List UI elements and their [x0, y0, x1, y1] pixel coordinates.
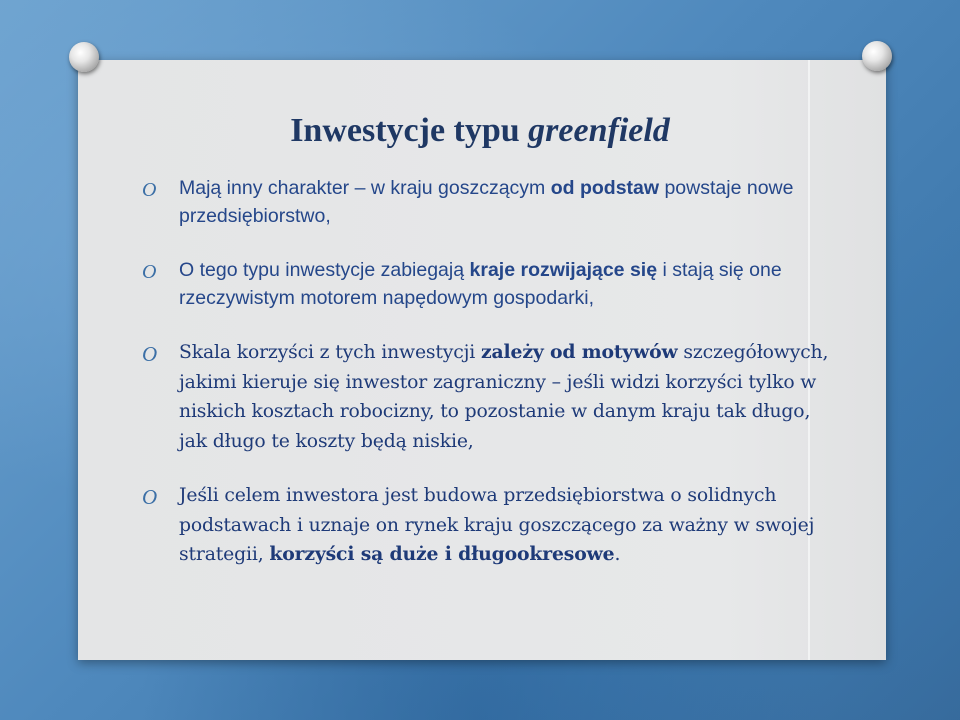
bullet-item: [142, 481, 842, 570]
bullet-marker-icon: O: [142, 261, 157, 283]
bullet-list: [142, 174, 842, 570]
bullet-emphasis: od podstaw: [550, 177, 660, 199]
bullet-emphasis: zależy od motywów: [481, 341, 678, 363]
bullet-text: powstaje nowe przedsiębiorstwo,: [179, 177, 794, 227]
bullet-text: Mają inny charakter – w kraju goszczącym: [179, 177, 551, 199]
bullet-text: Skala korzyści z tych inwestycji: [179, 342, 481, 363]
bullet-text: .: [614, 544, 621, 565]
bullet-text: Jeśli celem inwestora jest budowa przedsiębiorstwa o solidnych podstawach i uznaje on rynek kraju goszczącego za ważny w swojej strategii,: [179, 485, 815, 565]
title-emphasis: greenfield: [528, 112, 670, 149]
bullet-item: [142, 256, 842, 312]
bullet-item: [142, 338, 842, 456]
bullet-emphasis: korzyści są duże i długookresowe: [269, 543, 615, 565]
pushpin-icon: [862, 41, 892, 71]
bullet-text: O tego typu inwestycje zabiegają: [179, 259, 470, 281]
bullet-marker-icon: O: [142, 485, 158, 509]
title-main: Inwestycje typu: [290, 112, 529, 149]
bullet-marker-icon: O: [142, 342, 158, 366]
bullet-emphasis: kraje rozwijające się: [469, 259, 658, 281]
bullet-item: [142, 174, 842, 230]
bullet-marker-icon: O: [142, 179, 157, 201]
slide-title: [0, 112, 960, 150]
pushpin-icon: [69, 42, 99, 72]
bullet-text: i stają się one rzeczywistym motorem napędowym gospodarki,: [179, 259, 782, 309]
bullet-text: szczegółowych, jakimi kieruje się inwestor zagraniczny – jeśli widzi korzyści tylko w niskich kosztach robocizny, to pozostanie w danym kraju tak długo, jak długo te koszty będą niskie,: [179, 342, 829, 452]
